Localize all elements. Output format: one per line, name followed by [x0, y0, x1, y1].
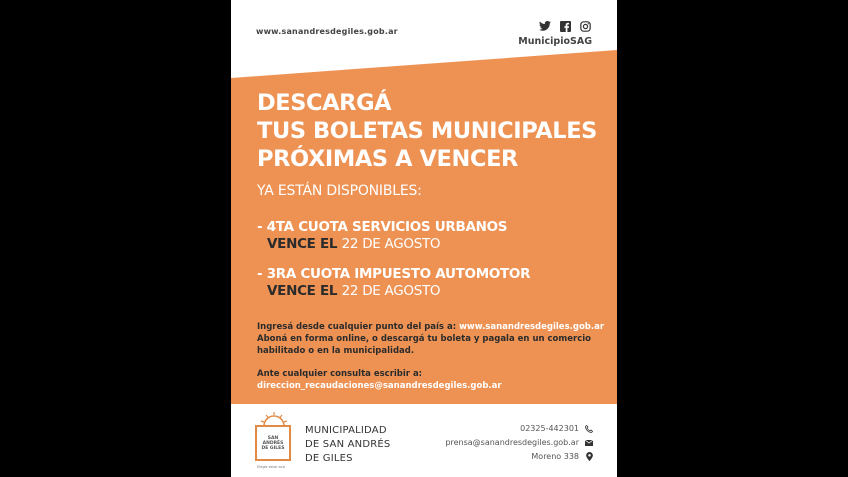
contact-email [445, 438, 593, 447]
logo-text: DE GILES [261, 445, 285, 451]
title-line: DESCARGÁ [257, 90, 392, 116]
address-text: Moreno 338 [531, 452, 579, 461]
mail-icon [585, 439, 593, 447]
phone-icon [585, 425, 593, 433]
logo-box [255, 425, 291, 461]
due-item-label: - 4TA CUOTA SERVICIOS URBANOS [257, 219, 508, 235]
due-prefix: VENCE EL [267, 283, 338, 299]
consult-block [257, 368, 607, 392]
muni-line: DE SAN ANDRÉS [305, 439, 391, 450]
twitter-icon[interactable] [539, 20, 551, 32]
consult-email[interactable]: direccion_recaudaciones@sanandresdegiles.gob.ar [257, 381, 502, 391]
page-title [257, 89, 607, 173]
header-url[interactable]: www.sanandresdegiles.gob.ar [256, 27, 398, 36]
logo-text: ANDRÉS [262, 440, 284, 446]
info-block [257, 321, 607, 357]
info-prefix: Ingresá desde cualquier punto del país a: [257, 322, 457, 332]
logo-tagline: Elegís estar acá [257, 465, 285, 469]
consult-label: Ante cualquier consulta escribir a: [257, 369, 423, 379]
info-line: habilitado o en la municipalidad. [257, 346, 415, 356]
facebook-icon[interactable] [559, 20, 571, 32]
due-date: 22 DE AGOSTO [341, 283, 441, 299]
title-line: TUS BOLETAS MUNICIPALES [257, 118, 597, 144]
due-item [257, 219, 507, 253]
due-item-label: - 3RA CUOTA IMPUESTO AUTOMOTOR [257, 266, 531, 282]
due-item [257, 266, 530, 300]
social-icons [539, 20, 591, 32]
contact-phone [520, 424, 593, 433]
subtitle: YA ESTÁN DISPONIBLES: [257, 183, 422, 199]
logo-text: SAN [267, 435, 279, 441]
contact-address [531, 452, 593, 461]
muni-line: DE GILES [305, 453, 353, 464]
due-date: 22 DE AGOSTO [341, 236, 441, 252]
municipality-logo [255, 411, 295, 467]
location-pin-icon [585, 453, 593, 461]
title-line: PRÓXIMAS A VENCER [257, 146, 518, 172]
email-text[interactable]: prensa@sanandresdegiles.gob.ar [445, 438, 579, 447]
info-url[interactable]: www.sanandresdegiles.gob.ar [459, 322, 605, 332]
due-prefix: VENCE EL [267, 236, 338, 252]
footer [231, 404, 617, 477]
social-handle[interactable]: MunicipioSAG [518, 36, 592, 47]
info-line: Aboná en forma online, o descargá tu boleta y pagala en un comercio [257, 334, 591, 344]
municipality-name [305, 424, 390, 466]
phone-text[interactable]: 02325-442301 [520, 424, 579, 433]
poster [231, 0, 617, 477]
instagram-icon[interactable] [579, 20, 591, 32]
muni-line: MUNICIPALIDAD [305, 425, 387, 436]
sun-icon [259, 411, 289, 426]
